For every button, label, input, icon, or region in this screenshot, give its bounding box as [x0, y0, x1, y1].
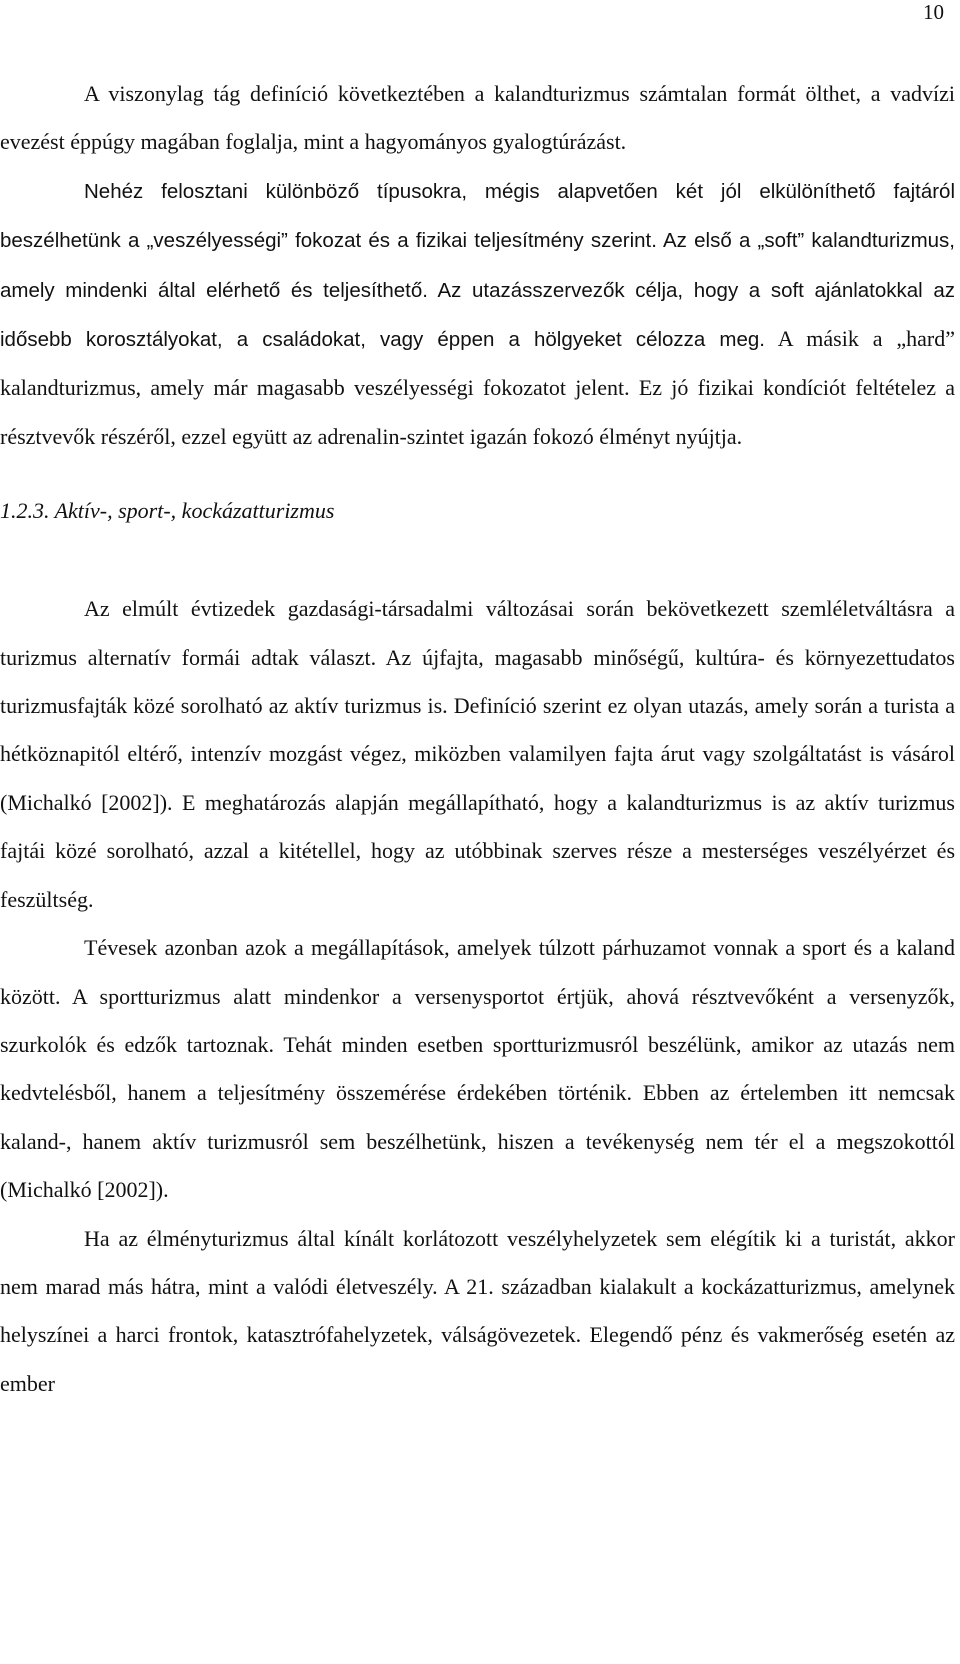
section-heading: 1.2.3. Aktív-, sport-, kockázatturizmus [0, 498, 335, 524]
paragraph-2-serif-part: A másik a „hard” kalandturizmus, amely már magasabb veszélyességi fokozatot jelent. Ez jó fizikai kondíciót feltételez a résztvevők részéről, ezzel együtt az adrenalin-szintet igazán fokozó élményt nyújtja. [0, 326, 955, 449]
paragraph-2 [0, 167, 955, 461]
paragraph-5: Ha az élményturizmus által kínált korlátozott veszélyhelyzetek sem elégítik ki a turistát, akkor nem marad más hátra, mint a valódi életveszély. A 21. században kialakult a kockázatturizmus, amelynek helyszínei a harci frontok, katasztrófahelyzetek, válságövezetek. Elegendő pénz és vakmerőség esetén az ember [0, 1225, 955, 1396]
paragraph-1: A viszonylag tág definíció következtében a kalandturizmus számtalan formát ölthet, a vadvízi evezést éppúgy magában foglalja, mint a hagyományos gyalogtúrázást. [0, 81, 955, 155]
page-number: 10 [923, 0, 944, 24]
paragraph-3: Az elmúlt évtizedek gazdasági-társadalmi változásai során bekövetkezett szemléletváltásra a turizmus alternatív formái adtak választ. Az újfajta, magasabb minőségű, kultúra- és környezettudatos turizmusfajták közé sorolható az aktív turizmus is. Definíció szerint ez olyan utazás, amely során a turista a hétköznapitól eltérő, intenzív mozgást végez, miközben valamilyen fajta árut vagy szolgáltatást is vásárol (Michalkó [2002]). E meghatározás alapján megállapítható, hogy a kalandturizmus is az aktív turizmus fajtái közé sorolható, azzal a kitétellel, hogy az utóbbinak szerves része a mesterséges veszélyérzet és feszültség. [0, 596, 955, 912]
paragraph-4: Tévesek azonban azok a megállapítások, amelyek túlzott párhuzamot vonnak a sport és a kaland között. A sportturizmus alatt mindenkor a versenysportot értjük, ahová résztvevőként a versenyzők, szurkolók és edzők tartoznak. Tehát minden esetben sportturizmusról beszélünk, amikor az utazás nem kedvtelésből, hanem a teljesítmény összemérése érdekében történik. Ebben az értelemben itt nemcsak kaland-, hanem aktív turizmusról sem beszélhetünk, hiszen a tevékenység nem tér el a megszokottól (Michalkó [2002]). [0, 935, 955, 1203]
paragraph-2-sans-part: Nehéz felosztani különböző típusokra, mégis alapvetően két jól elkülöníthető fajtáról beszélhetünk a „veszélyességi” fokozat és a fizikai teljesítmény szerint. Az első a „soft” kalandturizmus, amely mindenki által elérhető és teljesíthető. Az utazásszervezők célja, hogy a soft ajánlatokkal az idősebb korosztályokat, a családokat, vagy éppen a hölgyeket célozza meg. [0, 179, 955, 352]
document-body [0, 70, 955, 1408]
heading-spacer [0, 533, 955, 585]
